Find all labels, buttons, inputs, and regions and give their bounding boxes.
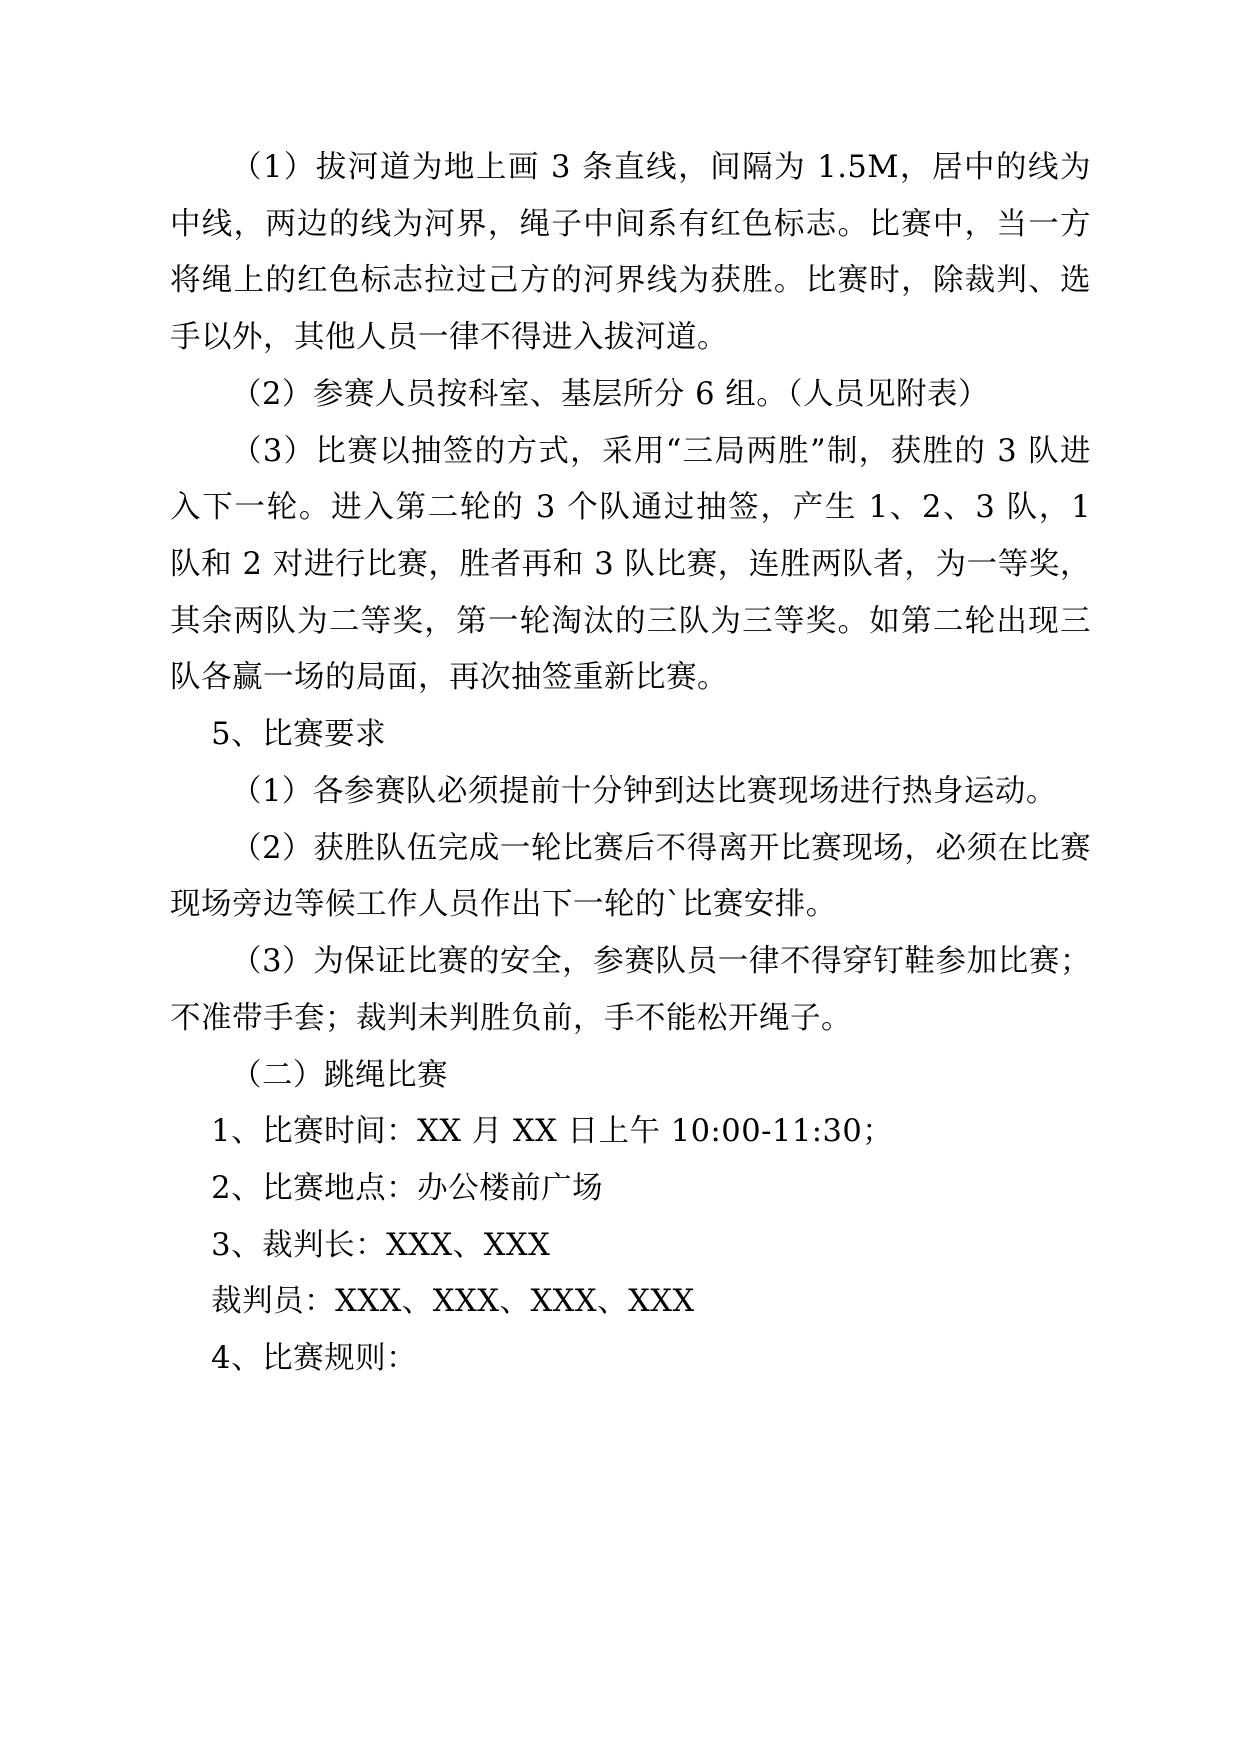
item-referees: 裁判员：XXX、XXX、XXX、XXX: [211, 1284, 695, 1320]
item-competition-rules: 4、比赛规则：: [211, 1341, 418, 1377]
paragraph-arrive-early: （1）各参赛队必须提前十分钟到达比赛现场进行热身运动。: [231, 773, 1057, 809]
heading-competition-requirements: 5、比赛要求: [211, 717, 387, 753]
item-competition-time: 1、比赛时间：XX 月 XX 日上午 10:00-11:30；: [211, 1114, 894, 1150]
item-competition-place: 2、比赛地点：办公楼前广场: [211, 1170, 604, 1206]
item-chief-referee: 3、裁判长：XXX、XXX: [211, 1227, 551, 1263]
heading-rope-skipping-section: （二）跳绳比赛: [231, 1057, 448, 1093]
paragraph-safety-rules: （3）为保证比赛的安全，参赛队员一律不得穿钉鞋参加比赛；不准带手套；裁判未判胜负前，手不能松开绳子。: [170, 944, 1091, 1036]
paragraph-winners-stay: （2）获胜队伍完成一轮比赛后不得离开比赛现场，必须在比赛现场旁边等候工作人员作出下一轮的`比赛安排。: [170, 830, 1091, 923]
paragraph-team-grouping: （2）参赛人员按科室、基层所分 6 组。（人员见附表）: [231, 376, 989, 412]
paragraph-draw-and-awards: （3）比赛以抽签的方式，采用“三局两胜”制，获胜的 3 队进入下一轮。进入第二轮的 3 个队通过抽签，产生 1、2、3 队，1 队和 2 对进行比赛，胜者再和 3 队比赛，连胜两队者，为一等奖，其余两队为二等奖，第一轮淘汰的三队为三等奖。如第二轮出现三队各赢一场的局面，再次抽签重新比赛。: [170, 433, 1091, 696]
document-body: [170, 140, 1091, 1388]
paragraph-tug-of-war-lane-rule: （1）拔河道为地上画 3 条直线，间隔为 1.5M，居中的线为中线，两边的线为河界，绳子中间系有红色标志。比赛中，当一方将绳上的红色标志拉过己方的河界线为获胜。比赛时，除裁判、选手以外，其他人员一律不得进入拔河道。: [170, 150, 1091, 356]
